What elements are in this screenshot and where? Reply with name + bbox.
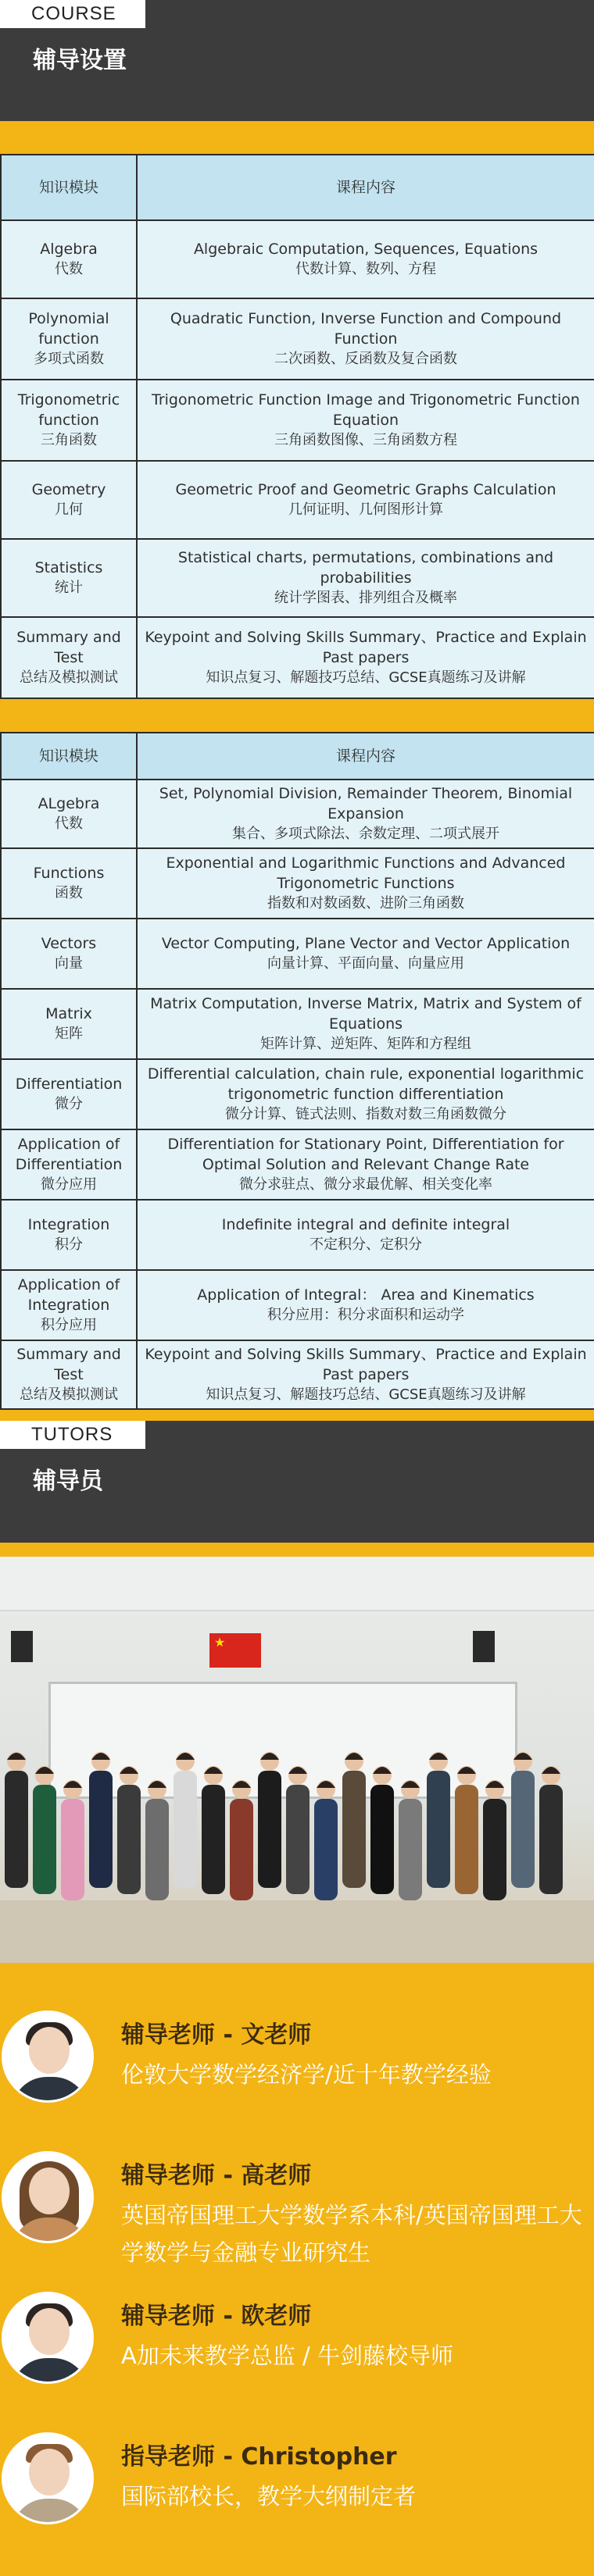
module-name-en: Algebra bbox=[40, 241, 98, 258]
tutor-description: 英国帝国理工大学数学系本科/英国帝国理工大学数学与金融专业研究生 bbox=[121, 2202, 582, 2266]
content-zh: 微分求驻点、微分求最优解、相关变化率 bbox=[239, 1176, 492, 1193]
module-name-zh: 积分应用 bbox=[41, 1317, 97, 1333]
module-name-en: Integration bbox=[27, 1216, 110, 1233]
module-cell bbox=[1, 1340, 137, 1409]
content-en: Trigonometric Function Image and Trigonometric Function Equation bbox=[152, 391, 580, 429]
divider-bar bbox=[0, 121, 594, 154]
content-zh: 代数计算、数列、方程 bbox=[295, 261, 436, 277]
divider-bar bbox=[0, 1543, 594, 1557]
module-name-zh: 统计 bbox=[55, 580, 83, 596]
content-zh: 向量计算、平面向量、向量应用 bbox=[267, 955, 464, 972]
module-name-en: Application of bbox=[17, 1276, 120, 1293]
content-cell bbox=[137, 1270, 594, 1340]
content-cell bbox=[137, 919, 594, 989]
content-cell bbox=[137, 848, 594, 919]
module-name-en: Statistics bbox=[34, 559, 103, 576]
table-row bbox=[1, 848, 594, 919]
course-section-header bbox=[0, 0, 594, 121]
module-name-zh: 函数 bbox=[55, 885, 83, 901]
module-name-en: function bbox=[38, 412, 99, 429]
section-title: 辅导员 bbox=[33, 1468, 103, 1495]
content-header: 课程内容 bbox=[137, 733, 594, 780]
module-cell bbox=[1, 780, 137, 848]
table-row bbox=[1, 1129, 594, 1200]
module-name-zh: 多项式函数 bbox=[34, 351, 104, 367]
content-en: Differential calculation, chain rule, exponential logarithmic trigonometric function differentiation bbox=[147, 1065, 585, 1103]
tutor-name: 辅导老师 - 文老师 bbox=[121, 2021, 312, 2049]
module-cell bbox=[1, 848, 137, 919]
tutor-card bbox=[0, 2006, 594, 2146]
table-row bbox=[1, 1270, 594, 1340]
module-header: 知识模块 bbox=[1, 733, 137, 780]
content-en: Algebraic Computation, Sequences, Equations bbox=[193, 241, 539, 258]
content-cell bbox=[137, 1200, 594, 1270]
module-name-en: function bbox=[38, 330, 99, 348]
module-name-en: Differentiation bbox=[15, 1156, 123, 1173]
avatar bbox=[2, 2432, 94, 2524]
table-row bbox=[1, 298, 594, 380]
module-name-zh: 三角函数 bbox=[41, 432, 97, 448]
tutors-section-header bbox=[0, 1421, 594, 1543]
content-cell bbox=[137, 1059, 594, 1129]
module-name-en: Geometry bbox=[31, 481, 106, 498]
content-cell bbox=[137, 380, 594, 461]
content-zh: 三角函数图像、三角函数方程 bbox=[274, 432, 457, 448]
table-row bbox=[1, 1340, 594, 1409]
content-zh: 知识点复习、解题技巧总结、GCSE真题练习及讲解 bbox=[206, 669, 526, 686]
module-name-en: ALgebra bbox=[38, 795, 100, 812]
table-row bbox=[1, 220, 594, 298]
content-en: Statistical charts, permutations, combinations and probabilities bbox=[177, 549, 554, 587]
module-cell bbox=[1, 919, 137, 989]
course-table-2 bbox=[0, 732, 594, 1410]
module-name-zh: 代数 bbox=[55, 261, 83, 277]
section-tag bbox=[0, 1421, 145, 1449]
module-name-en: Test bbox=[54, 649, 84, 666]
content-zh: 统计学图表、排列组合及概率 bbox=[274, 590, 457, 606]
crowd-illustration bbox=[0, 1557, 594, 1963]
table-row bbox=[1, 461, 594, 539]
content-en: Quadratic Function, Inverse Function and Compound Function bbox=[170, 310, 562, 348]
divider-bar bbox=[0, 699, 594, 732]
tutor-description: A加未来教学总监 / 牛剑藤校导师 bbox=[121, 2342, 454, 2369]
table-row bbox=[1, 380, 594, 461]
tutor-card bbox=[0, 2146, 594, 2287]
module-name-zh: 总结及模拟测试 bbox=[20, 669, 118, 686]
content-en: Geometric Proof and Geometric Graphs Calculation bbox=[175, 481, 556, 498]
content-en: Keypoint and Solving Skills Summary、Practice and Explain Past papers bbox=[145, 629, 587, 666]
content-en: Differentiation for Stationary Point, Differentiation for Optimal Solution and Relevant Change Rate bbox=[167, 1136, 564, 1173]
module-name-en: Differentiation bbox=[15, 1076, 123, 1093]
section-title: 辅导设置 bbox=[33, 47, 127, 74]
module-cell bbox=[1, 380, 137, 461]
content-cell bbox=[137, 780, 594, 848]
tutor-list bbox=[0, 1963, 594, 2576]
content-zh: 几何证明、几何图形计算 bbox=[288, 501, 443, 518]
section-tag-label: COURSE bbox=[31, 3, 116, 24]
avatar bbox=[2, 2010, 94, 2103]
module-cell bbox=[1, 617, 137, 698]
content-cell bbox=[137, 539, 594, 617]
module-name-en: Functions bbox=[33, 865, 105, 882]
tutor-description: 国际部校长，教学大纲制定者 bbox=[121, 2483, 417, 2510]
table-row bbox=[1, 989, 594, 1059]
module-cell bbox=[1, 1059, 137, 1129]
content-zh: 二次函数、反函数及复合函数 bbox=[274, 351, 457, 367]
module-cell bbox=[1, 1270, 137, 1340]
module-header: 知识模块 bbox=[1, 155, 137, 220]
module-cell bbox=[1, 220, 137, 298]
tutor-name: 辅导老师 - 欧老师 bbox=[121, 2303, 312, 2330]
module-name-en: Vectors bbox=[41, 935, 97, 952]
content-header: 课程内容 bbox=[137, 155, 594, 220]
content-cell bbox=[137, 220, 594, 298]
content-zh: 集合、多项式除法、余数定理、二项式展开 bbox=[232, 826, 499, 842]
content-en: Matrix Computation, Inverse Matrix, Matrix and System of Equations bbox=[150, 995, 581, 1033]
module-name-zh: 微分 bbox=[55, 1096, 83, 1112]
module-name-en: Test bbox=[54, 1366, 84, 1383]
tutor-card bbox=[0, 2428, 594, 2568]
module-name-zh: 积分 bbox=[55, 1236, 83, 1253]
avatar bbox=[2, 2292, 94, 2384]
module-cell bbox=[1, 1200, 137, 1270]
section-tag bbox=[0, 0, 145, 28]
module-name-zh: 微分应用 bbox=[41, 1176, 97, 1193]
module-name-en: Summary and bbox=[16, 1346, 121, 1363]
module-name-zh: 矩阵 bbox=[55, 1026, 83, 1042]
content-zh: 积分应用：积分求面积和运动学 bbox=[267, 1307, 464, 1323]
module-cell bbox=[1, 539, 137, 617]
content-en: Vector Computing, Plane Vector and Vector Application bbox=[161, 935, 571, 952]
content-cell bbox=[137, 989, 594, 1059]
content-en: Indefinite integral and definite integral bbox=[221, 1216, 510, 1233]
avatar bbox=[2, 2151, 94, 2243]
module-name-en: Polynomial bbox=[28, 310, 109, 327]
content-zh: 矩阵计算、逆矩阵、矩阵和方程组 bbox=[260, 1036, 471, 1052]
table-header-row bbox=[1, 733, 594, 780]
content-cell bbox=[137, 617, 594, 698]
content-en: Application of Integral： Area and Kinematics bbox=[197, 1286, 535, 1304]
tutor-name: 指导老师 - Christopher bbox=[121, 2443, 397, 2471]
content-cell bbox=[137, 1129, 594, 1200]
content-cell bbox=[137, 1340, 594, 1409]
content-en: Keypoint and Solving Skills Summary、Practice and Explain Past papers bbox=[145, 1346, 587, 1383]
module-name-en: Summary and bbox=[16, 629, 121, 646]
tutor-description: 伦敦大学数学经济学/近十年教学经验 bbox=[121, 2061, 492, 2088]
content-cell bbox=[137, 298, 594, 380]
module-name-zh: 几何 bbox=[55, 501, 83, 518]
table-row bbox=[1, 1059, 594, 1129]
table-row bbox=[1, 1200, 594, 1270]
module-cell bbox=[1, 1129, 137, 1200]
content-zh: 知识点复习、解题技巧总结、GCSE真题练习及讲解 bbox=[206, 1386, 526, 1403]
module-name-en: Application of bbox=[17, 1136, 120, 1153]
module-cell bbox=[1, 989, 137, 1059]
content-zh: 指数和对数函数、进阶三角函数 bbox=[267, 895, 464, 912]
table-row bbox=[1, 919, 594, 989]
tutor-name: 辅导老师 - 高老师 bbox=[121, 2162, 312, 2189]
module-name-zh: 总结及模拟测试 bbox=[20, 1386, 118, 1403]
course-table-1 bbox=[0, 154, 594, 699]
content-cell bbox=[137, 461, 594, 539]
module-name-en: Trigonometric bbox=[17, 391, 120, 409]
content-zh: 微分计算、链式法则、指数对数三角函数微分 bbox=[225, 1106, 506, 1122]
table-row bbox=[1, 780, 594, 848]
content-zh: 不定积分、定积分 bbox=[310, 1236, 422, 1253]
module-name-zh: 代数 bbox=[55, 815, 83, 832]
tutor-card bbox=[0, 2287, 594, 2428]
table-row bbox=[1, 617, 594, 698]
module-name-zh: 向量 bbox=[55, 955, 83, 972]
content-en: Set, Polynomial Division, Remainder Theorem, Binomial Expansion bbox=[159, 785, 573, 822]
table-row bbox=[1, 539, 594, 617]
module-name-en: Matrix bbox=[45, 1005, 92, 1022]
divider-bar bbox=[0, 1410, 594, 1421]
section-tag-label: TUTORS bbox=[31, 1424, 113, 1445]
module-cell bbox=[1, 298, 137, 380]
content-en: Exponential and Logarithmic Functions and Advanced Trigonometric Functions bbox=[166, 855, 566, 892]
group-photo bbox=[0, 1557, 594, 1963]
table-header-row bbox=[1, 155, 594, 220]
module-name-en: Integration bbox=[27, 1297, 110, 1314]
module-cell bbox=[1, 461, 137, 539]
